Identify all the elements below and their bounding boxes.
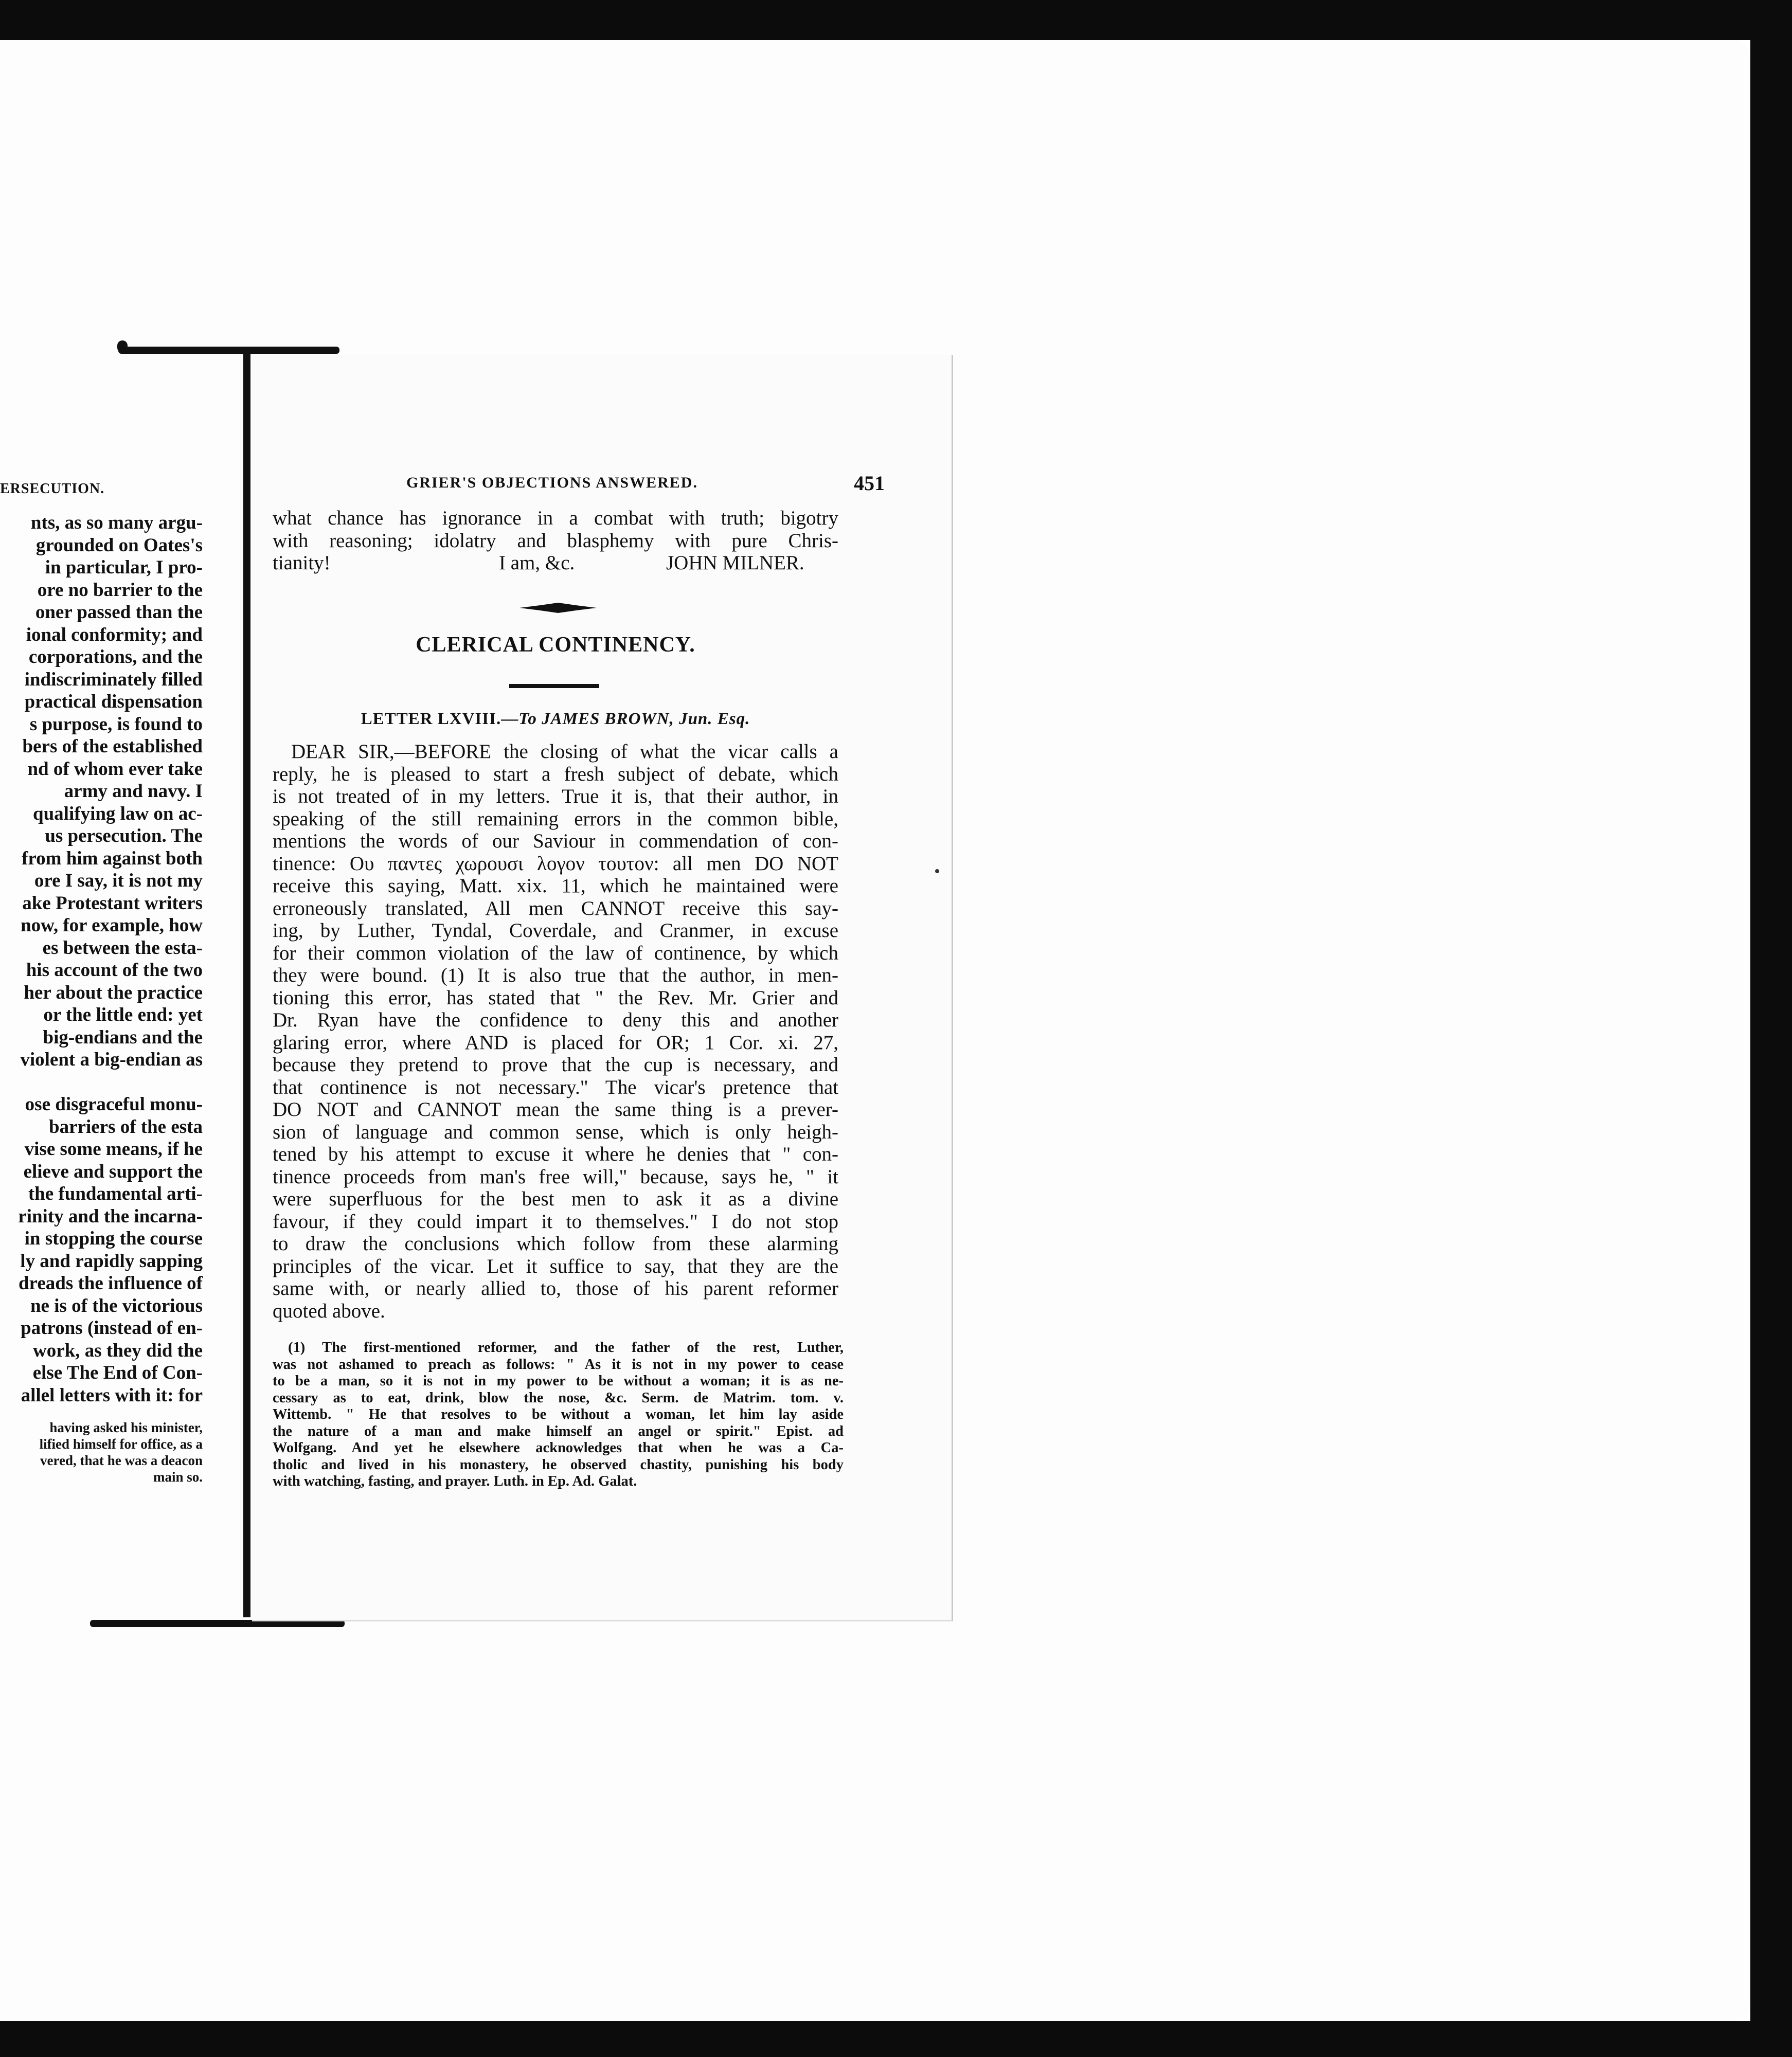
left-text-line: ake Protestant writers	[22, 892, 203, 914]
letter-line: reply, he is pleased to start a fresh subject of debate, which	[273, 763, 838, 785]
microfilm-right-edge	[1750, 0, 1792, 2057]
left-text-line: now, for example, how	[21, 915, 203, 936]
signature: JOHN MILNER.	[666, 552, 804, 574]
left-text-line: army and navy. I	[64, 781, 203, 802]
left-running-head: ERSECUTION.	[0, 481, 105, 497]
left-text-line: oner passed than the	[35, 602, 203, 623]
left-text-line: his account of the two	[26, 960, 203, 981]
footnote-line: (1) The first-mentioned reformer, and the father of the rest, Luther,	[288, 1340, 844, 1356]
letter-line: erroneously translated, All men CANNOT receive this say-	[273, 897, 838, 919]
left-text-line: the fundamental arti-	[28, 1183, 203, 1204]
left-text-line	[0, 1071, 203, 1094]
letter-line: same with, or nearly allied to, those of his parent reformer	[273, 1277, 838, 1300]
left-text-line: dreads the influence of	[18, 1273, 203, 1294]
section-rule	[509, 684, 599, 688]
speck-mark	[935, 869, 939, 873]
letter-addressee: To JAMES BROWN, Jun. Esq.	[518, 710, 750, 728]
letter-line: they were bound. (1) It is also true that the author, in men-	[273, 964, 838, 986]
letter-line: glaring error, where AND is placed for OR; 1 Cor. xi. 27,	[273, 1031, 838, 1054]
left-footnote-line: main so.	[153, 1469, 203, 1485]
microfilm-bottom-edge	[0, 2021, 1792, 2057]
letter-line: were superfluous for the best men to ask it as a divine	[273, 1188, 838, 1210]
signature-line	[273, 552, 838, 574]
letter-line: DEAR SIR,—BEFORE the closing of what the vicar calls a	[291, 741, 838, 763]
left-text-line: allel letters with it: for	[21, 1384, 203, 1406]
left-page-footnote	[0, 1419, 203, 1485]
letter-line: ing, by Luther, Tyndal, Coverdale, and Cranmer, in excuse	[273, 919, 838, 942]
left-text-line: practical dispensation	[24, 691, 203, 712]
book-page	[252, 355, 953, 1621]
footnote-line: with watching, fasting, and prayer. Luth. in Ep. Ad. Galat.	[273, 1473, 637, 1489]
left-text-line: from him against both	[22, 847, 203, 869]
left-text-line: her about the practice	[24, 982, 203, 1003]
left-footnote-line: lified himself for office, as a	[39, 1436, 203, 1452]
running-head-title: GRIER'S OBJECTIONS ANSWERED.	[406, 474, 698, 491]
footnote-line: was not ashamed to preach as follows: " As it is not in my power to cease	[273, 1356, 844, 1373]
footnote-line: cessary as to eat, drink, blow the nose, &c. Serm. de Matrim. tom. v.	[273, 1390, 844, 1406]
left-text-line: work, as they did the	[33, 1340, 203, 1361]
binding-gutter-line	[243, 350, 250, 1617]
letter-number: LETTER LXVIII.—	[361, 710, 519, 728]
line-fragment: tianity!	[273, 552, 331, 574]
letter-line: mentions the words of our Saviour in commendation of con-	[273, 830, 838, 852]
left-text-line: ne is of the victorious	[30, 1295, 203, 1316]
left-text-line: us persecution. The	[45, 825, 203, 846]
left-text-line: rinity and the incarna-	[18, 1205, 203, 1227]
left-text-line: ly and rapidly sapping	[20, 1250, 203, 1272]
left-text-line: es between the esta-	[42, 937, 203, 959]
left-text-line: qualifying law on ac-	[33, 803, 203, 824]
text-line: what chance has ignorance in a combat with truth; bigotry	[273, 507, 838, 529]
footnote-line: tholic and lived in his monastery, he observed chastity, punishing his body	[273, 1456, 844, 1473]
letter-line: DO NOT and CANNOT mean the same thing is a prever-	[273, 1098, 838, 1121]
letter-line: tioning this error, has stated that " the Rev. Mr. Grier and	[273, 986, 838, 1009]
left-text-line: else The End of Con-	[32, 1362, 203, 1383]
letter-line: sion of language and common sense, which is only heigh-	[273, 1121, 838, 1143]
left-text-line: ional conformity; and	[26, 624, 203, 645]
letter-line: favour, if they could impart it to themselves." I do not stop	[273, 1210, 838, 1233]
left-text-line: violent a big-endian as	[20, 1049, 203, 1070]
left-text-line: patrons (instead of en-	[21, 1318, 203, 1339]
letter-line: Dr. Ryan have the confidence to deny this and another	[273, 1009, 838, 1031]
closing-phrase: I am, &c.	[499, 552, 575, 574]
left-footnote-line: vered, that he was a deacon	[40, 1453, 203, 1468]
letter-line: that continence is not necessary." The vicar's pretence that	[273, 1076, 838, 1098]
left-text-line: ore I say, it is not my	[34, 870, 203, 891]
left-text-line: corporations, and the	[28, 646, 203, 667]
letter-line: tinence proceeds from man's free will," because, says he, " it	[273, 1165, 838, 1188]
left-page-text	[0, 512, 203, 1406]
footnote	[273, 1340, 844, 1490]
left-text-line: s purpose, is found to	[29, 713, 203, 735]
footnote-line: to be a man, so it is not in my power to be without a woman; it is as ne-	[273, 1373, 844, 1389]
letter-line: to draw the conclusions which follow from these alarming	[273, 1233, 838, 1255]
page-number: 451	[854, 472, 885, 495]
letter-line: is not treated of in my letters. True it is, that their author, in	[273, 785, 838, 807]
text-line: with reasoning; idolatry and blasphemy with pure Chris-	[273, 529, 838, 552]
letter-line: for their common violation of the law of continence, by which	[273, 942, 838, 964]
letter-conclusion	[273, 507, 838, 574]
letter-body	[273, 741, 838, 1322]
binding-bar-top	[118, 347, 339, 354]
running-head	[406, 474, 1106, 500]
left-text-line: elieve and support the	[23, 1161, 203, 1182]
left-text-line: nts, as so many argu-	[30, 512, 203, 533]
letter-line: quoted above.	[273, 1300, 385, 1322]
left-text-line: bers of the established	[22, 736, 203, 757]
left-page-fragment	[0, 481, 206, 1525]
left-text-line: nd of whom ever take	[27, 758, 203, 780]
footnote-line: Wittemb. " He that resolves to be without a woman, let him lay aside	[273, 1406, 844, 1422]
section-title: CLERICAL CONTINENCY.	[416, 633, 695, 657]
footnote-line: Wolfgang. And yet he elsewhere acknowledges that when he was a Ca-	[273, 1440, 844, 1456]
left-text-line: ore no barrier to the	[37, 579, 203, 601]
letter-line: tened by his attempt to excuse it where he denies that " con-	[273, 1143, 838, 1165]
letter-heading	[273, 710, 838, 729]
left-text-line: or the little end: yet	[43, 1004, 203, 1025]
left-text-line: grounded on Oates's	[35, 534, 203, 556]
left-text-line: big-endians and the	[43, 1026, 203, 1048]
left-footnote-line: having asked his minister,	[49, 1420, 203, 1435]
letter-line: speaking of the still remaining errors in the common bible,	[273, 807, 838, 830]
left-text-line: vise some means, if he	[24, 1139, 203, 1160]
ornament-dash	[519, 602, 597, 614]
letter-line: principles of the vicar. Let it suffice to say, that they are the	[273, 1255, 838, 1277]
microfilm-top-edge	[0, 0, 1792, 40]
left-text-line: indiscriminately filled	[24, 669, 203, 690]
letter-line: because they pretend to prove that the cup is necessary, and	[273, 1054, 838, 1076]
footnote-line: the nature of a man and make himself an angel or spirit." Epist. ad	[273, 1423, 844, 1439]
left-text-line: ose disgraceful monu-	[25, 1094, 203, 1115]
left-text-line: in stopping the course	[24, 1228, 203, 1249]
letter-line: tinence: Ου παντες χωρουσι λογον τουτον: all men DO NOT	[273, 852, 838, 875]
left-text-line: in particular, I pro-	[45, 557, 203, 578]
left-text-line: barriers of the esta	[49, 1116, 203, 1138]
letter-line: receive this saying, Matt. xix. 11, which he maintained were	[273, 875, 838, 897]
